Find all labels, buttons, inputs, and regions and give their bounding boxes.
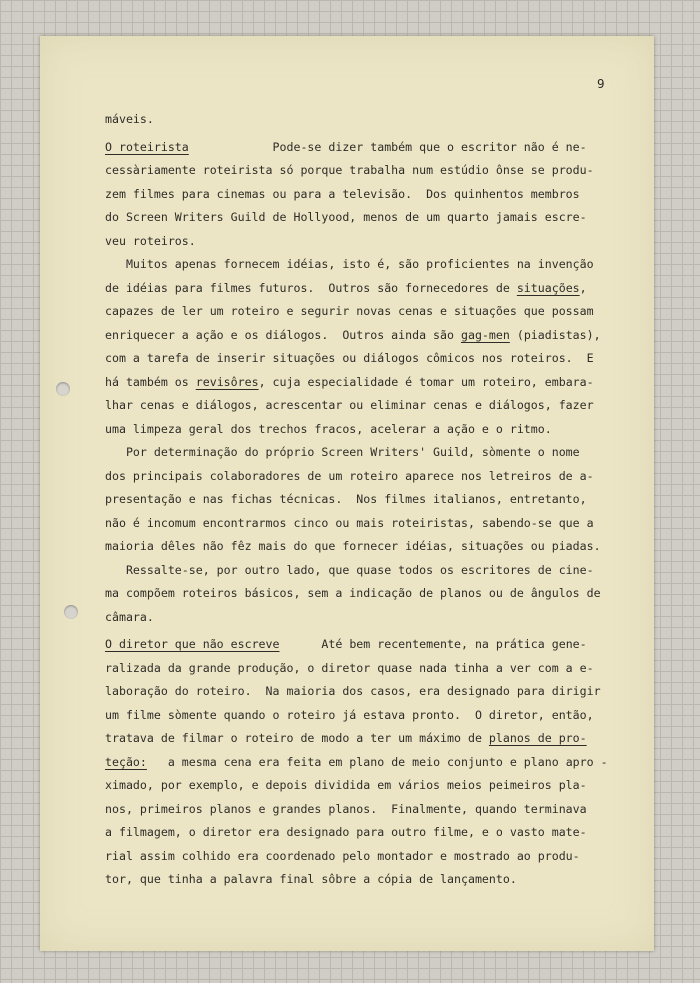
underlined-term: situações bbox=[516, 280, 580, 295]
text-line: zem filmes para cinemas ou para a televisão. Dos quinhentos membros bbox=[105, 186, 580, 201]
text-line: nos, primeiros planos e grandes planos. Finalmente, quando terminava bbox=[105, 801, 587, 816]
text-line: uma limpeza geral dos trechos fracos, acelerar a ação e o ritmo. bbox=[105, 421, 552, 436]
text-line: tratava de filmar o roteiro de modo a ter um máximo de planos de pro- bbox=[105, 731, 587, 745]
text-line: rial assim colhido era coordenado pelo montador e mostrado ao produ- bbox=[105, 848, 580, 863]
text-line: capazes de ler um roteiro e segurir novas cenas e situações que possam bbox=[105, 304, 594, 318]
text-line: ralizada da grande produção, o diretor quase nada tinha a ver com a e- bbox=[105, 660, 594, 675]
text-line: dos principais colaboradores de um roteiro aparece nos letreiros de a- bbox=[105, 468, 594, 483]
text-line: enriquecer a ação e os diálogos. Outros ainda são gag-men (piadistas), bbox=[105, 327, 601, 342]
text-line: Por determinação do próprio Screen Writers' Guild, sòmente o nome bbox=[105, 445, 580, 459]
underlined-term: teção: bbox=[105, 754, 147, 769]
text-line: O diretor que não escreve Até bem recentemente, na prática gene- bbox=[105, 637, 587, 651]
text-line: cessàriamente roteirista só porque trabalha num estúdio ônse se produ- bbox=[105, 163, 594, 177]
text-line: laboração do roteiro. Na maioria dos casos, era designado para dirigir bbox=[105, 684, 601, 698]
text-line: máveis. bbox=[105, 112, 154, 126]
text-line: Ressalte-se, por outro lado, que quase todos os escritores de cine- bbox=[105, 562, 594, 577]
text-line: do Screen Writers Guild de Hollyood, menos de um quarto jamais escre- bbox=[105, 210, 587, 224]
text-line: câmara. bbox=[105, 609, 154, 624]
text-line: tor, que tinha a palavra final sôbre a cópia de lançamento. bbox=[105, 872, 517, 886]
text-line: de idéias para filmes futuros. Outros são fornecedores de situações, bbox=[105, 280, 587, 295]
text-line: um filme sòmente quando o roteiro já estava pronto. O diretor, então, bbox=[105, 707, 594, 722]
text-line: há também os revisôres, cuja especialidade é tomar um roteiro, embara- bbox=[105, 374, 594, 389]
text-line: teção: a mesma cena era feita em plano de meio conjunto e plano apro - bbox=[105, 754, 608, 769]
text-line: O roteirista Pode-se dizer também que o escritor não é ne- bbox=[105, 139, 587, 154]
binder-hole bbox=[64, 605, 78, 619]
typewritten-text bbox=[105, 108, 615, 892]
text-line: lhar cenas e diálogos, acrescentar ou eliminar cenas e diálogos, fazer bbox=[105, 398, 594, 412]
underlined-term: revisôres bbox=[195, 374, 259, 389]
section-heading: O roteirista bbox=[105, 139, 189, 154]
underlined-term: gag-men bbox=[460, 327, 510, 342]
text-line: veu roteiros. bbox=[105, 233, 196, 248]
text-line: com a tarefa de inserir situações ou diálogos cômicos nos roteiros. E bbox=[105, 351, 594, 365]
text-line: presentação e nas fichas técnicas. Nos filmes italianos, entretanto, bbox=[105, 492, 587, 506]
page-number: 9 bbox=[597, 76, 605, 91]
underlined-term: planos de pro- bbox=[488, 731, 587, 745]
text-line: a filmagem, o diretor era designado para outro filme, e o vasto mate- bbox=[105, 825, 587, 839]
text-line: não é incomum encontrarmos cinco ou mais roteiristas, sabendo-se que a bbox=[105, 515, 594, 530]
text-line: ximado, por exemplo, e depois dividida em vários meios peimeiros pla- bbox=[105, 778, 587, 792]
document-page bbox=[40, 36, 654, 951]
text-line: ma compõem roteiros básicos, sem a indicação de planos ou de ângulos de bbox=[105, 586, 601, 600]
text-line: maioria dêles não fêz mais do que fornecer idéias, situações ou piadas. bbox=[105, 539, 601, 553]
section-heading: O diretor que não escreve bbox=[105, 637, 280, 651]
text-line: Muitos apenas fornecem idéias, isto é, são proficientes na invenção bbox=[105, 257, 594, 271]
binder-hole bbox=[56, 382, 70, 396]
